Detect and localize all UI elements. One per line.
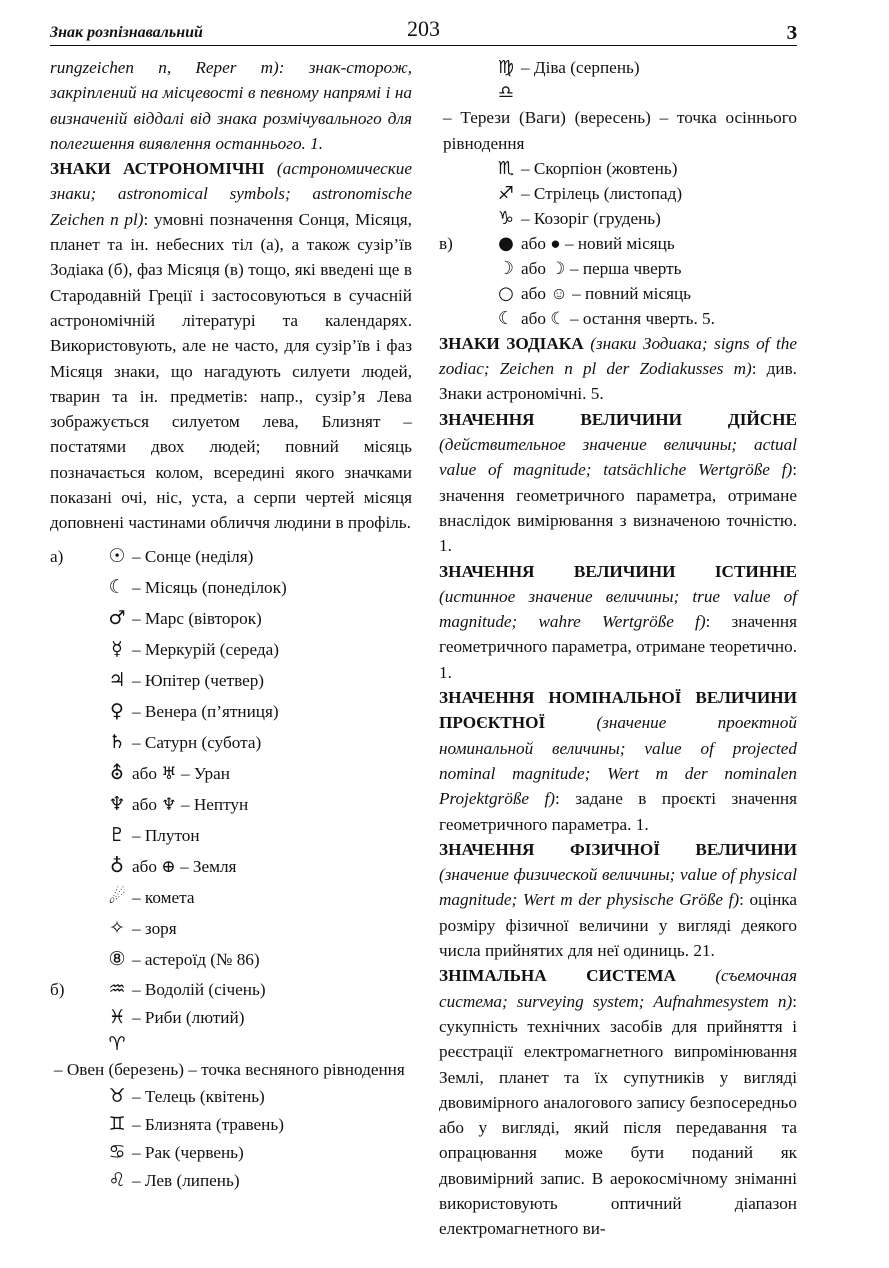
astronomical-symbol-icon: ☾ [108, 576, 126, 599]
symbol-meaning: – Рак (червень) [132, 1142, 244, 1162]
entry-definition: : значення геометричного параметра, отримане теоретично. 1. [439, 612, 797, 682]
astronomical-symbol-icon: ○ [498, 282, 514, 304]
symbol-row [50, 821, 412, 852]
symbol-meaning: – комета [132, 888, 195, 908]
symbol-row [439, 281, 797, 306]
symbol-row [439, 156, 797, 181]
astronomical-symbol-icon: ♐ [497, 182, 515, 204]
symbol-row [50, 1082, 412, 1110]
symbol-row [50, 542, 412, 573]
symbol-row [50, 914, 412, 945]
symbol-meaning: або ☾ – остання чверть. 5. [521, 308, 715, 328]
astronomical-symbol-icon: ♄ [108, 731, 126, 754]
astronomical-symbol-icon: ♑ [497, 207, 515, 229]
entry-definition: : оцінка розміру фізичної величини у вигляді деякого числа прийнятих для неї одиниць. 21. [439, 890, 797, 961]
symbol-meaning: – Марс (вівторок) [132, 609, 262, 629]
entry-definition: : значення геометричного параметра, отримане внаслідок вимірювання з визначеною точністю. 1. [439, 460, 797, 556]
symbol-meaning: – Близнята (травень) [132, 1114, 284, 1134]
symbol-row [50, 945, 412, 976]
symbol-row [439, 306, 797, 331]
dictionary-entry [439, 559, 797, 685]
astronomical-symbol-icon: ♓ [108, 1005, 126, 1028]
symbol-meaning: – Місяць (понеділок) [132, 578, 287, 598]
symbol-meaning: або ♆ – Нептун [132, 795, 249, 815]
astronomical-symbol-icon: ☄ [108, 886, 126, 909]
symbol-meaning: – Сатурн (субота) [132, 733, 262, 753]
astronomical-symbol-icon: ☿ [111, 638, 123, 661]
dictionary-entry [439, 407, 797, 559]
symbol-row [50, 1004, 412, 1032]
list-label: а) [50, 547, 64, 567]
astronomical-symbol-icon: ♒ [108, 977, 126, 1000]
entry-term: ЗНАКИ АСТРОНОМІЧНІ [50, 159, 265, 179]
entry-definition: : задане в проєкті значення геометричного параметра. 1. [439, 789, 797, 834]
astronomical-symbol-icon: ✧ [109, 917, 125, 940]
symbol-row [50, 1166, 412, 1194]
astronomical-symbol-icon: ⑧ [108, 948, 126, 971]
astronomical-symbol-icon: ☉ [108, 545, 126, 568]
entry-astronomical-signs [50, 156, 412, 535]
entry-term: ЗНАЧЕННЯ НОМІНАЛЬНОЇ ВЕЛИЧИНИ ПРОЄКТНОЇ [439, 688, 797, 733]
astronomical-symbol-icon: ♇ [108, 824, 126, 847]
entry-translations: (знаки Зодиака; signs of the zodiac; Zeichen n pl der Zodiakusses m) [439, 333, 797, 379]
symbol-meaning: – Меркурій (середа) [132, 640, 280, 660]
symbol-meaning: – астероїд (№ 86) [132, 950, 260, 970]
list-moon-phases [439, 231, 797, 331]
symbol-row [50, 635, 412, 666]
header-letter: З [786, 22, 797, 44]
entry-definition: : умовні позначення Сонця, Місяця, планет та ін. небесних тіл (а), а також сузір’їв Зодіака (б), фаз Місяця (в) тощо, які введені ще в Стародавній Греції і застосовуються в сучасній астрономічній літературі та календарях. Використовують, але не часто, для сузір’їв і фаз Місяця знаки, що нагадують силуети людей, тварин та ін. предметів: напр., сузір’я Лева зображується силуетом лева, Близнят – постатями двох людей; повний місяць позначається колом, всередині якого значками показані очі, ніс, уста, а серпи чертей місяця доповнені частинами обличчя людини в профіль. [50, 209, 412, 533]
symbol-meaning: – Плутон [132, 826, 200, 846]
list-label: б) [50, 979, 65, 999]
entry-translations: (значение физической величины; value of physical magnitude; Wert m der physische Größe f) [439, 865, 797, 910]
symbol-row [50, 790, 412, 821]
symbol-meaning: – Стрілець (листопад) [521, 183, 683, 203]
list-zodiac-continued [439, 55, 797, 231]
symbol-row [50, 883, 412, 914]
symbol-meaning: – Овен (березень) – точка весняного рівнодення [54, 1059, 405, 1079]
entry-term: ЗНАЧЕННЯ ВЕЛИЧИНИ ДІЙСНЕ [439, 409, 797, 429]
symbol-row [50, 666, 412, 697]
symbol-meaning: або ☽ – перша чверть [521, 258, 682, 278]
astronomical-symbol-icon: ♈ [108, 1032, 126, 1055]
symbol-row [50, 728, 412, 759]
astronomical-symbol-icon: ♋ [108, 1140, 126, 1163]
dictionary-entry [439, 331, 797, 407]
symbol-row [439, 181, 797, 206]
symbol-meaning: – Телець (квітень) [132, 1086, 265, 1106]
dictionary-entry [439, 685, 797, 837]
right-column [439, 55, 797, 1242]
dictionary-entry [439, 837, 797, 963]
symbol-row [50, 759, 412, 790]
entry-term: ЗНАЧЕННЯ ФІЗИЧНОЇ ВЕЛИЧИНИ [439, 839, 797, 859]
symbol-meaning: або ● – новий місяць [521, 233, 675, 253]
symbol-meaning: – Козоріг (грудень) [521, 208, 661, 228]
astronomical-symbol-icon: ♏ [497, 157, 515, 179]
symbol-row [439, 231, 797, 256]
list-zodiac [50, 976, 412, 1195]
symbol-meaning: або ☺ – повний місяць [521, 283, 692, 303]
entry-translations: (значение проектной номинальной величины; value of projected nominal magnitude; Wert m der nominalen Projektgröße f) [439, 713, 797, 809]
astronomical-symbol-icon: ♆ [108, 793, 126, 816]
astronomical-symbol-icon: ♂ [108, 607, 126, 630]
symbol-row [50, 573, 412, 604]
astronomical-symbol-icon: ♁ [110, 855, 124, 878]
symbol-row [50, 1110, 412, 1138]
symbol-meaning: – Водолій (січень) [132, 979, 266, 999]
page-number: 203 [407, 16, 440, 41]
symbol-row [439, 256, 797, 281]
symbol-meaning: або ⊕ – Земля [132, 857, 237, 877]
symbol-row [439, 55, 797, 80]
running-header [50, 14, 797, 44]
dictionary-entry [439, 963, 797, 1241]
symbol-meaning: або ♅ – Уран [132, 764, 230, 784]
symbol-meaning: – Венера (п’ятниця) [132, 702, 279, 722]
entry-translations: (съемочная система; surveying system; Aufnahmesystem n) [439, 966, 797, 1011]
astronomical-symbol-icon: ♉ [108, 1084, 126, 1107]
entry-definition: : сукупність технічних засобів для прийняття і реєстрації електромагнетного випромінювання Землі, планет та їх супутників у вигляді двовимірного аналогового запису безпосередньо або у вигляді, який після передавання та опрацювання може бути поданий як двовимірний запис. В аерокосмічному зніманні використовують оптичний діапазон електромагнетного ви- [439, 991, 797, 1239]
symbol-row [50, 976, 412, 1004]
symbol-meaning: – зоря [132, 919, 177, 939]
symbol-row [50, 852, 412, 883]
symbol-row [50, 604, 412, 635]
list-planets [50, 542, 412, 976]
astronomical-symbol-icon: ♎ [497, 82, 515, 103]
symbol-meaning: – Риби (лютий) [132, 1007, 245, 1027]
entry-definition: : див. Знаки астрономічні. 5. [439, 359, 797, 404]
header-guide-word: Знак розпізнавальний [50, 24, 203, 41]
astronomical-symbol-icon: ♌ [108, 1168, 126, 1191]
symbol-meaning: – Сонце (неділя) [132, 547, 254, 567]
symbol-row [439, 206, 797, 231]
symbol-row [50, 697, 412, 728]
entry-term: ЗНІМАЛЬНА СИСТЕМА [439, 966, 716, 986]
entry-term: ЗНАКИ ЗОДІАКА [439, 333, 591, 353]
astronomical-symbol-icon: ♀ [110, 700, 124, 723]
entry-translations: (действительное значение величины; actual value of magnitude; tatsächliche Wertgröße f) [439, 435, 797, 480]
astronomical-symbol-icon: ● [498, 232, 514, 254]
astronomical-symbol-icon: ☾ [497, 307, 515, 329]
symbol-row [439, 80, 797, 156]
entry-translations: (истинное значение величины; true value of magnitude; wahre Wertgröße f) [439, 586, 797, 632]
symbol-meaning: – Скорпіон (жовтень) [521, 158, 678, 178]
astronomical-symbol-icon: ♊ [108, 1112, 126, 1135]
symbol-meaning: – Діва (серпень) [521, 57, 640, 77]
header-rule [50, 45, 797, 46]
astronomical-symbol-icon: ☽ [497, 257, 515, 279]
symbol-meaning: – Лев (липень) [132, 1170, 240, 1190]
astronomical-symbol-icon: ⛢ [110, 762, 124, 785]
astronomical-symbol-icon: ♃ [108, 669, 126, 692]
left-column [50, 55, 412, 1194]
entry-term: ЗНАЧЕННЯ ВЕЛИЧИНИ ІСТИННЕ [439, 561, 797, 581]
list-label: в) [439, 233, 453, 253]
symbol-meaning: – Терези (Ваги) (вересень) – точка осіннього рівнодення [443, 108, 797, 153]
symbol-meaning: – Юпітер (четвер) [132, 671, 265, 691]
entry-continuation: rungzeichen n, Reper m): знак-сторож, закріплений на місцевості в певному напрямі і на визначеній віддалі від знака розмічувального для полегшення виявлення останнього. 1. [50, 58, 412, 153]
entries [439, 331, 797, 1242]
symbol-row [50, 1138, 412, 1166]
symbol-row [50, 1032, 412, 1083]
astronomical-symbol-icon: ♍ [497, 56, 515, 78]
entry-translations: (астрономические знаки; astronomical symbols; astronomische Zeichen n pl) [50, 159, 412, 229]
